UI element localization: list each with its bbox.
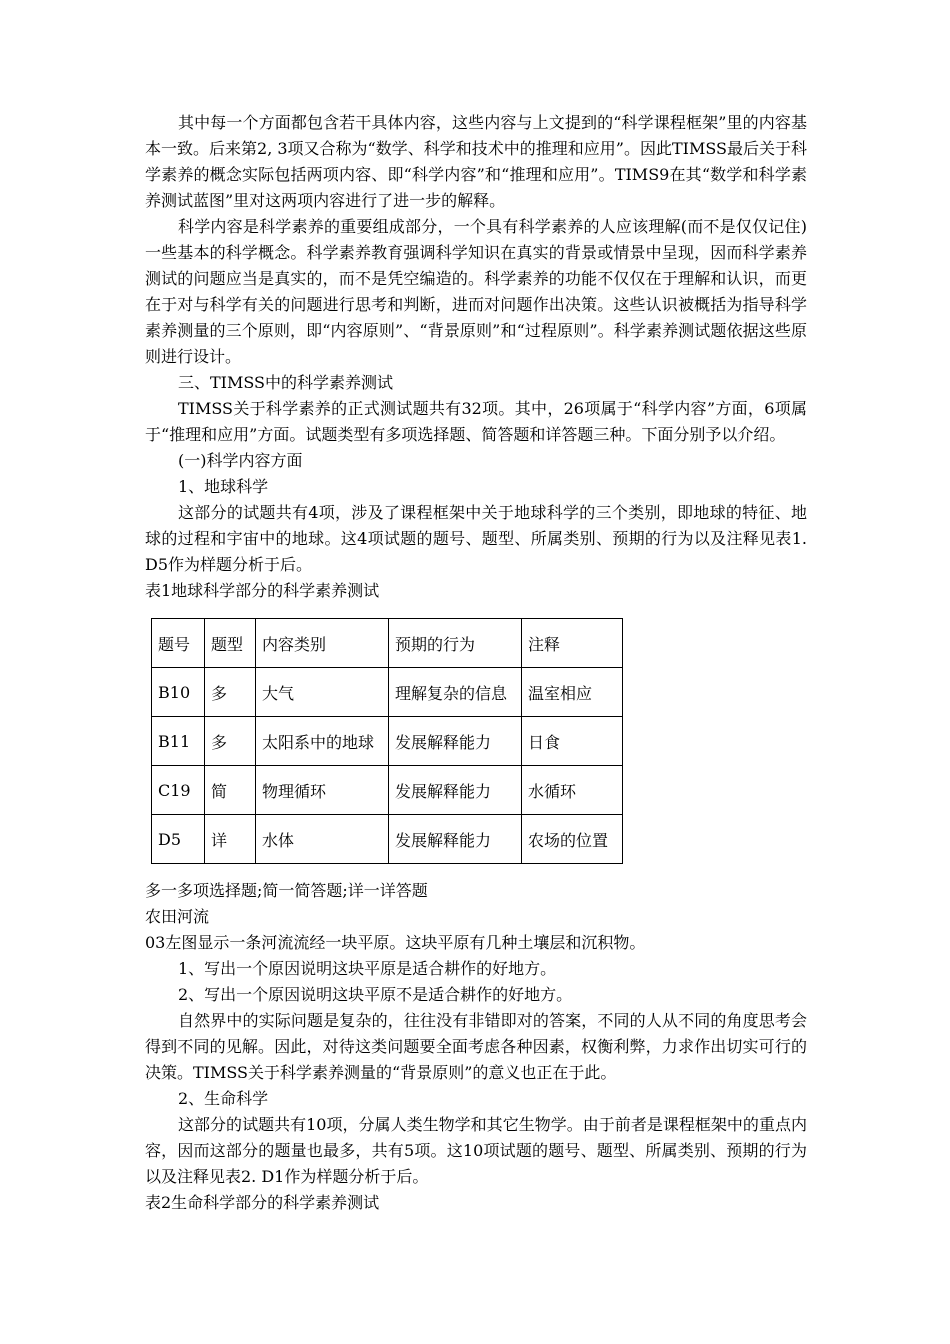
table-cell: 农场的位置 <box>522 815 623 864</box>
subheading-earth-science: 1、地球科学 <box>178 477 269 496</box>
table-cell: 发展解释能力 <box>389 717 522 766</box>
table-cell: 发展解释能力 <box>389 815 522 864</box>
table-earth-science <box>151 618 623 864</box>
table-legend: 多一多项选择题;简一简答题;详一详答题 <box>145 881 428 900</box>
paragraph-3: TIMSS关于科学素养的正式测试题共有32项。其中，26项属于“科学内容”方面，6项属于“推理和应用”方面。试题类型有多项选择题、简答题和详答题三种。下面分别予以介绍。 <box>145 399 807 444</box>
paragraph-4: 这部分的试题共有4项，涉及了课程框架中关于地球科学的三个类别，即地球的特征、地球的过程和宇宙中的地球。这4项试题的题号、题型、所属类别、预期的行为以及注释见表1. D5作为样题分析于后。 <box>145 503 807 574</box>
table-cell: 水循环 <box>522 766 623 815</box>
figure-label: 农田河流 <box>145 907 210 926</box>
table-cell: D5 <box>152 815 205 864</box>
table-cell: B11 <box>152 717 205 766</box>
paragraph-5: 自然界中的实际问题是复杂的，往往没有非错即对的答案，不同的人从不同的角度思考会得到不同的见解。因此，对待这类问题要全面考虑各种因素，权衡利弊，力求作出切实可行的决策。TIMSS关于科学素养测量的“背景原则”的意义也正在于此。 <box>145 1011 807 1082</box>
table-cell: 多 <box>205 717 256 766</box>
table1-caption: 表1地球科学部分的科学素养测试 <box>145 581 380 600</box>
table-row <box>152 766 623 815</box>
table-cell: C19 <box>152 766 205 815</box>
section-heading-3: 三、TIMSS中的科学素养测试 <box>178 373 394 392</box>
table-cell: 多 <box>205 668 256 717</box>
header-cell: 注释 <box>522 619 623 668</box>
table2-caption: 表2生命科学部分的科学素养测试 <box>145 1193 380 1212</box>
paragraph-2: 科学内容是科学素养的重要组成部分，一个具有科学素养的人应该理解(而不是仅仅记住)一些基本的科学概念。科学素养教育强调科学知识在真实的背景或情景中呈现，因而科学素养测试的问题应当是真实的，而不是凭空编造的。科学素养的功能不仅仅在于理解和认识，而更在于对与科学有关的问题进行思考和判断，进而对问题作出决策。这些认识被概括为指导科学素养测量的三个原则，即“内容原则”、“背景原则”和“过程原则”。科学素养测试题依据这些原则进行设计。 <box>145 217 807 366</box>
header-cell: 内容类别 <box>256 619 389 668</box>
question-stem: 03左图显示一条河流流经一块平原。这块平原有几种土壤层和沉积物。 <box>145 933 646 952</box>
subheading-science-content: (一)科学内容方面 <box>178 451 303 470</box>
table-cell: 水体 <box>256 815 389 864</box>
table-row <box>152 668 623 717</box>
table-row <box>152 815 623 864</box>
table-row <box>152 717 623 766</box>
subheading-life-science: 2、生命科学 <box>178 1089 269 1108</box>
table-cell: 温室相应 <box>522 668 623 717</box>
header-cell: 题号 <box>152 619 205 668</box>
table-cell: 物理循环 <box>256 766 389 815</box>
table-cell: 太阳系中的地球 <box>256 717 389 766</box>
table-cell: 简 <box>205 766 256 815</box>
table-cell: 发展解释能力 <box>389 766 522 815</box>
header-cell: 预期的行为 <box>389 619 522 668</box>
table-header-row <box>152 619 623 668</box>
paragraph-6: 这部分的试题共有10项，分属人类生物学和其它生物学。由于前者是课程框架中的重点内容，因而这部分的题量也最多，共有5项。这10项试题的题号、题型、所属类别、预期的行为以及注释见表2. D1作为样题分析于后。 <box>145 1115 807 1186</box>
table-cell: 理解复杂的信息 <box>389 668 522 717</box>
table-cell: 详 <box>205 815 256 864</box>
table-cell: 大气 <box>256 668 389 717</box>
question-2: 2、写出一个原因说明这块平原不是适合耕作的好地方。 <box>178 985 573 1004</box>
document-page <box>145 110 807 1216</box>
table-cell: B10 <box>152 668 205 717</box>
header-cell: 题型 <box>205 619 256 668</box>
table-cell: 日食 <box>522 717 623 766</box>
question-1: 1、写出一个原因说明这块平原是适合耕作的好地方。 <box>178 959 557 978</box>
paragraph-1: 其中每一个方面都包含若干具体内容，这些内容与上文提到的“科学课程框架”里的内容基本一致。后来第2, 3项又合称为“数学、科学和技术中的推理和应用”。因此TIMSS最后关于科学素养的概念实际包括两项内容、即“科学内容”和“推理和应用”。TIMS9在其“数学和科学素养测试蓝图”里对这两项内容进行了进一步的解释。 <box>145 113 807 210</box>
